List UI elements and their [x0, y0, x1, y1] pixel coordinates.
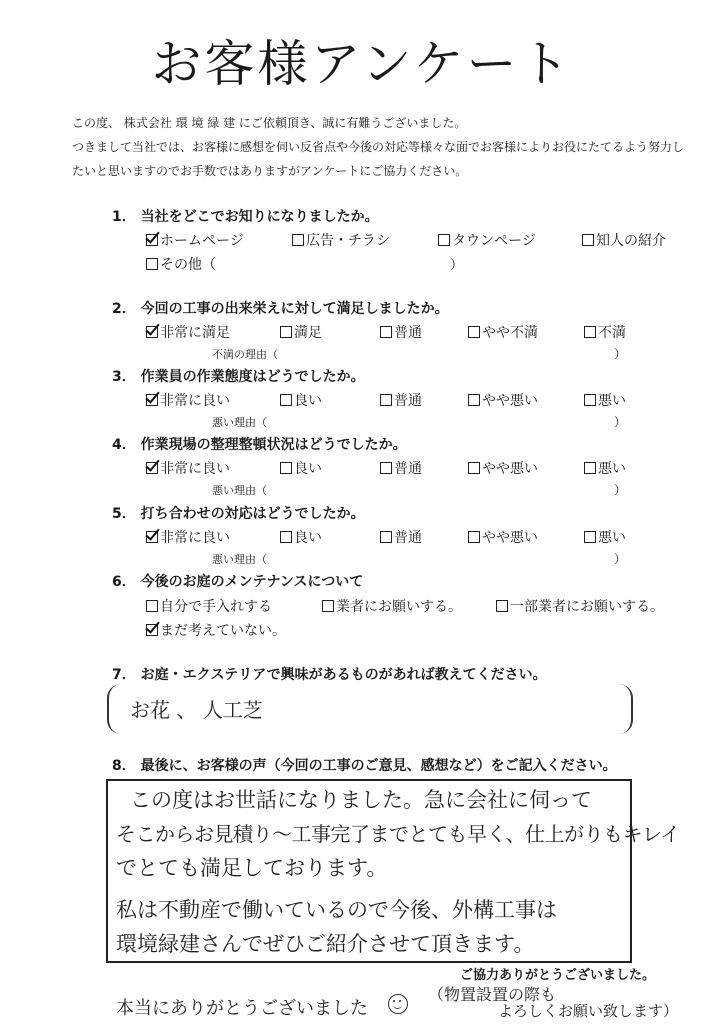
question-6: 6． 今後のお庭のメンテナンスについて	[112, 574, 364, 590]
closing-handwritten-left: 本当にありがとうございました	[116, 998, 368, 1019]
q1-option-townpage[interactable]: タウンページ	[438, 230, 536, 250]
q8-answer-line-2: そこからお見積り〜工事完了までとても早く、仕上がりもキレイ	[116, 822, 680, 846]
question-3: 3． 作業員の作業態度はどうでしたか。	[112, 369, 365, 385]
checkbox[interactable]	[380, 394, 392, 406]
q5-option-good[interactable]: 良い	[280, 527, 322, 547]
q3-reason-label: 悪い理由（	[212, 416, 267, 429]
q3-option-somewhat-bad[interactable]: やや悪い	[468, 390, 538, 410]
q8-answer-line-5: 環境緑建さんでぜひご紹介させて頂きます。	[116, 932, 535, 956]
question-4: 4． 作業現場の整理整頓状況はどうでしたか。	[112, 437, 407, 453]
q1-other-close: ）	[450, 258, 464, 273]
checkbox[interactable]	[584, 326, 596, 338]
q2-option-somewhat-unsatisfied[interactable]: やや不満	[468, 322, 538, 342]
intro-line-3: たいと思いますのでお手数ではありますがアンケートにご協力ください。	[72, 164, 468, 178]
q3-option-good[interactable]: 良い	[280, 390, 322, 410]
q2-option-very-satisfied[interactable]: 非常に満足	[146, 322, 230, 342]
question-7: 7． お庭・エクステリアで興味があるものがあれば教えてください。	[112, 667, 547, 683]
q5-option-neutral[interactable]: 普通	[380, 527, 422, 547]
checkbox[interactable]	[582, 234, 594, 246]
checkbox[interactable]	[468, 531, 480, 543]
closing-handwritten-right-1: （物置設置の際も	[428, 985, 557, 1004]
q2-option-neutral[interactable]: 普通	[380, 322, 422, 342]
q6-option-undecided[interactable]: まだ考えていない。	[146, 620, 286, 640]
q5-option-very-good[interactable]: 非常に良い	[146, 527, 230, 547]
q3-option-bad[interactable]: 悪い	[584, 390, 626, 410]
q8-answer-line-1: この度はお世話になりました。急に会社に伺って	[130, 788, 592, 812]
checkbox[interactable]	[146, 258, 158, 270]
checkbox[interactable]	[438, 234, 450, 246]
q4-reason-label: 悪い理由（	[212, 484, 267, 497]
intro-line-1: この度、 株式会社 環 境 緑 建 にご依頼頂き、誠に有難うございました。	[72, 116, 467, 130]
q4-option-bad[interactable]: 悪い	[584, 458, 626, 478]
checkbox[interactable]	[280, 462, 292, 474]
q2-option-unsatisfied[interactable]: 不満	[584, 322, 626, 342]
q4-option-somewhat-bad[interactable]: やや悪い	[468, 458, 538, 478]
q5-reason-close: ）	[614, 552, 627, 566]
q7-handwritten-answer: お花 、 人工芝	[130, 698, 263, 722]
q2-option-satisfied[interactable]: 満足	[280, 322, 322, 342]
checkbox[interactable]	[380, 462, 392, 474]
checkbox[interactable]	[584, 462, 596, 474]
checkbox[interactable]	[380, 326, 392, 338]
intro-line-2: つきまして当社では、お客様に感想を伺い反省点や今後の対応等様々な面でお客様によりお役にたてるよう努力し	[72, 140, 685, 154]
checkbox[interactable]	[468, 326, 480, 338]
checkbox[interactable]	[584, 531, 596, 543]
q4-option-neutral[interactable]: 普通	[380, 458, 422, 478]
q5-option-bad[interactable]: 悪い	[584, 527, 626, 547]
question-1: 1． 当社をどこでお知りになりましたか。	[112, 209, 379, 225]
checkbox-checked[interactable]	[146, 394, 158, 406]
checkbox[interactable]	[280, 531, 292, 543]
checkbox[interactable]	[468, 394, 480, 406]
question-5: 5． 打ち合わせの対応はどうでしたか。	[112, 506, 365, 522]
checkbox[interactable]	[280, 326, 292, 338]
q8-answer-line-3: でとても満足しております。	[116, 856, 388, 880]
q3-option-very-good[interactable]: 非常に良い	[146, 390, 230, 410]
q6-option-partial-contractor[interactable]: 一部業者にお願いする。	[496, 596, 664, 616]
thanks-message: ご協力ありがとうございました。	[460, 968, 656, 983]
checkbox-checked[interactable]	[146, 531, 158, 543]
checkbox-checked[interactable]	[146, 234, 158, 246]
page-title: お客様アンケート	[151, 35, 573, 93]
question-8: 8． 最後に、お客様の声（今回の工事のご意見、感想など）をご記入ください。	[112, 758, 617, 774]
q4-option-very-good[interactable]: 非常に良い	[146, 458, 230, 478]
checkbox[interactable]	[280, 394, 292, 406]
checkbox[interactable]	[380, 531, 392, 543]
checkbox[interactable]	[468, 462, 480, 474]
q1-option-homepage[interactable]: ホームページ	[146, 230, 244, 250]
q5-option-somewhat-bad[interactable]: やや悪い	[468, 527, 538, 547]
checkbox[interactable]	[292, 234, 304, 246]
checkbox[interactable]	[584, 394, 596, 406]
question-2: 2． 今回の工事の出来栄えに対して満足しましたか。	[112, 301, 449, 317]
checkbox[interactable]	[496, 600, 508, 612]
q1-option-flyer[interactable]: 広告・チラシ	[292, 230, 390, 250]
q1-option-other[interactable]: その他（	[146, 254, 216, 274]
checkbox[interactable]	[146, 600, 158, 612]
q1-option-referral[interactable]: 知人の紹介	[582, 230, 666, 250]
q6-option-self[interactable]: 自分で手入れする	[146, 596, 272, 616]
smiley-face-icon	[388, 994, 408, 1014]
q2-reason-close: ）	[614, 347, 627, 361]
checkbox-checked[interactable]	[146, 462, 158, 474]
q5-reason-label: 悪い理由（	[212, 553, 267, 566]
closing-handwritten-right-2: よろしくお願い致します）	[498, 1002, 679, 1020]
q8-answer-line-4: 私は不動産で働いているので今後、外構工事は	[116, 898, 557, 922]
q4-reason-close: ）	[614, 483, 627, 497]
q3-reason-close: ）	[614, 415, 627, 429]
q3-option-neutral[interactable]: 普通	[380, 390, 422, 410]
checkbox-checked[interactable]	[146, 326, 158, 338]
q6-option-contractor[interactable]: 業者にお願いする。	[322, 596, 462, 616]
checkbox-checked[interactable]	[146, 624, 158, 636]
checkbox[interactable]	[322, 600, 334, 612]
q4-option-good[interactable]: 良い	[280, 458, 322, 478]
q2-reason-label: 不満の理由（	[212, 348, 278, 361]
